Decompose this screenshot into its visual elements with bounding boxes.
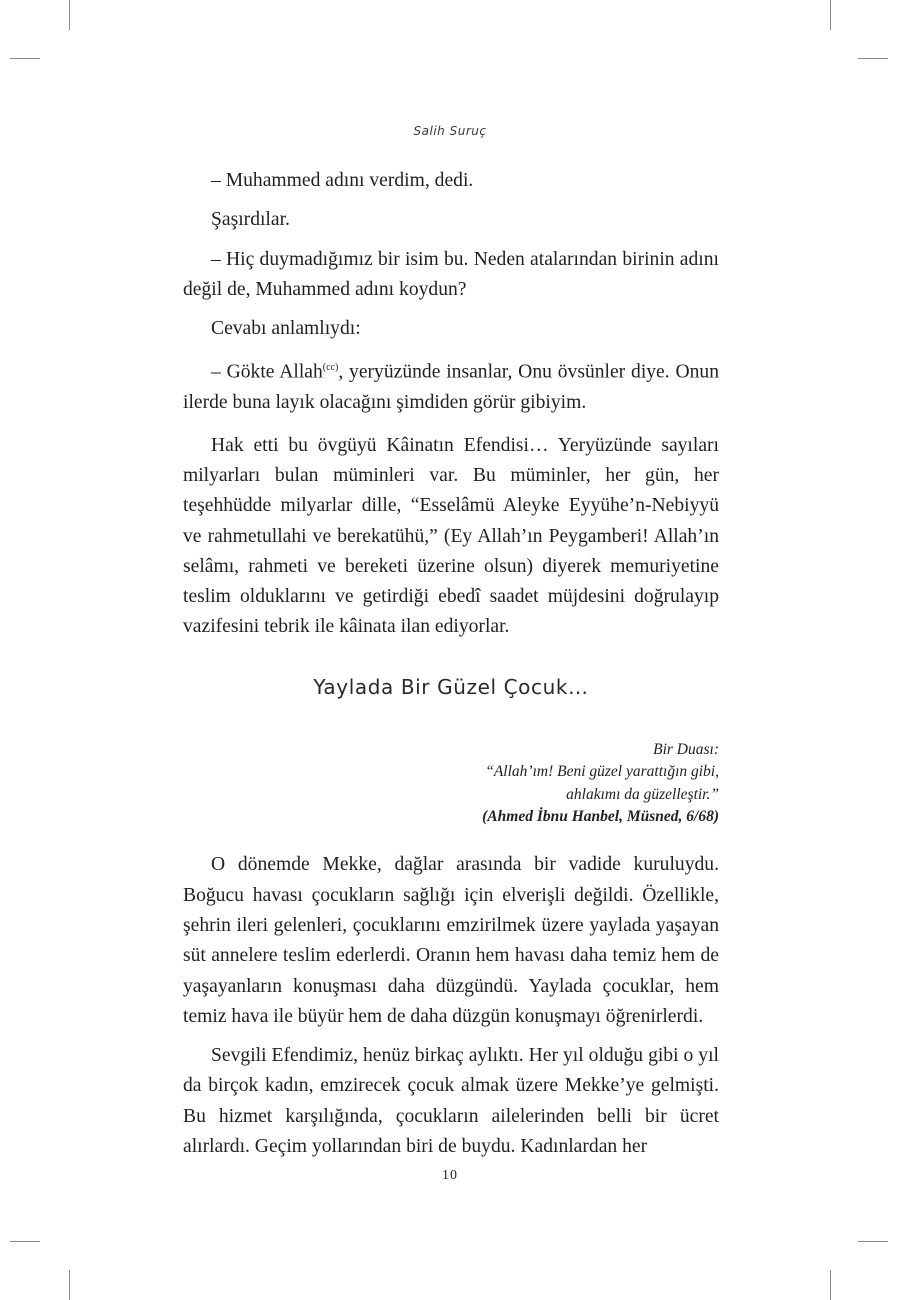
- paragraph: Sevgili Efendimiz, henüz birkaç aylıktı. Her yıl olduğu gibi o yıl da birçok kadın, emzirecek çocuk almak üzere Mekke’ye gelmişti. Bu hizmet karşılığında, çocukların ailelerinden belli bir ücret alırlardı. Geçim yollarından biri de buydu. Kadınlardan her: [183, 1045, 719, 1157]
- paragraph: Cevabı anlamlıydı:: [211, 318, 361, 340]
- paragraph: Hak etti bu övgüyü Kâinatın Efendisi… Yeryüzünde sayıları milyarları bulan müminleri var. Bu müminler, her gün, her teşehhüdde milyarlar dille, “Esselâmü Aleyke Eyyühe’n-Nebiyyü ve rahmetullahi ve berekatühü,” (Ey Allah’ın Peygamberi! Allah’ın selâmı, rahmeti ve bereketi üzerine olsun) diyerek memuriyetine teslim olduklarını ve getirdiği ebedî saadet müjdesini doğrulayıp vazifesini tebrik ile kâinata ilan ediyorlar.: [183, 434, 719, 638]
- paragraph: O dönemde Mekke, dağlar arasında bir vadide kuruluydu. Boğucu havası çocukların sağlığı için elverişli değildi. Özellikle, şehrin ileri gelenleri, çocuklarını emzirilmek üzere yaylada yaşayan süt annelere teslim ederlerdi. Oranın hem havası daha temiz hem de yaşayanların konuşması daha düzgündü. Yaylada çocuklar, hem temiz hava ile büyür hem de daha düzgün konuşmayı öğrenirlerdi.: [183, 854, 719, 1027]
- crop-mark: [830, 0, 831, 30]
- crop-mark: [830, 1270, 831, 1300]
- crop-mark: [858, 1241, 888, 1242]
- crop-mark: [10, 58, 40, 59]
- crop-mark: [10, 1241, 40, 1242]
- paragraph: – Hiç duymadığımız bir isim bu. Neden atalarından birinin adını değil de, Muhammed adını koydun?: [183, 248, 719, 300]
- paragraph-text: – Gökte Allah: [211, 362, 323, 384]
- crop-mark: [858, 58, 888, 59]
- paragraph: Şaşırdılar.: [211, 209, 290, 231]
- epigraph-line: “Allah’ım! Beni güzel yarattığın gibi,: [485, 763, 719, 781]
- epigraph: [183, 739, 719, 829]
- paragraph: [183, 353, 719, 418]
- epigraph-line: ahlakımı da güzelleştir.”: [566, 785, 719, 803]
- text-block: [183, 166, 719, 1162]
- epigraph-source: (Ahmed İbnu Hanbel, Müsned, 6/68): [482, 807, 719, 825]
- superscript: (cc): [322, 362, 339, 374]
- running-head: Salih Suruç: [413, 124, 487, 138]
- paragraph: – Muhammed adını verdim, dedi.: [211, 170, 474, 191]
- page-number: 10: [442, 1168, 458, 1183]
- paragraph-text: , yeryüzünde insanlar, Onu övsünler diye. Onun ilerde buna layık olacağını şimdiden görür gibiyim.: [183, 362, 720, 414]
- crop-mark: [69, 1270, 70, 1300]
- epigraph-label: Bir Duası:: [653, 740, 719, 758]
- section-title: Yaylada Bir Güzel Çocuk…: [313, 674, 589, 699]
- crop-mark: [69, 0, 70, 30]
